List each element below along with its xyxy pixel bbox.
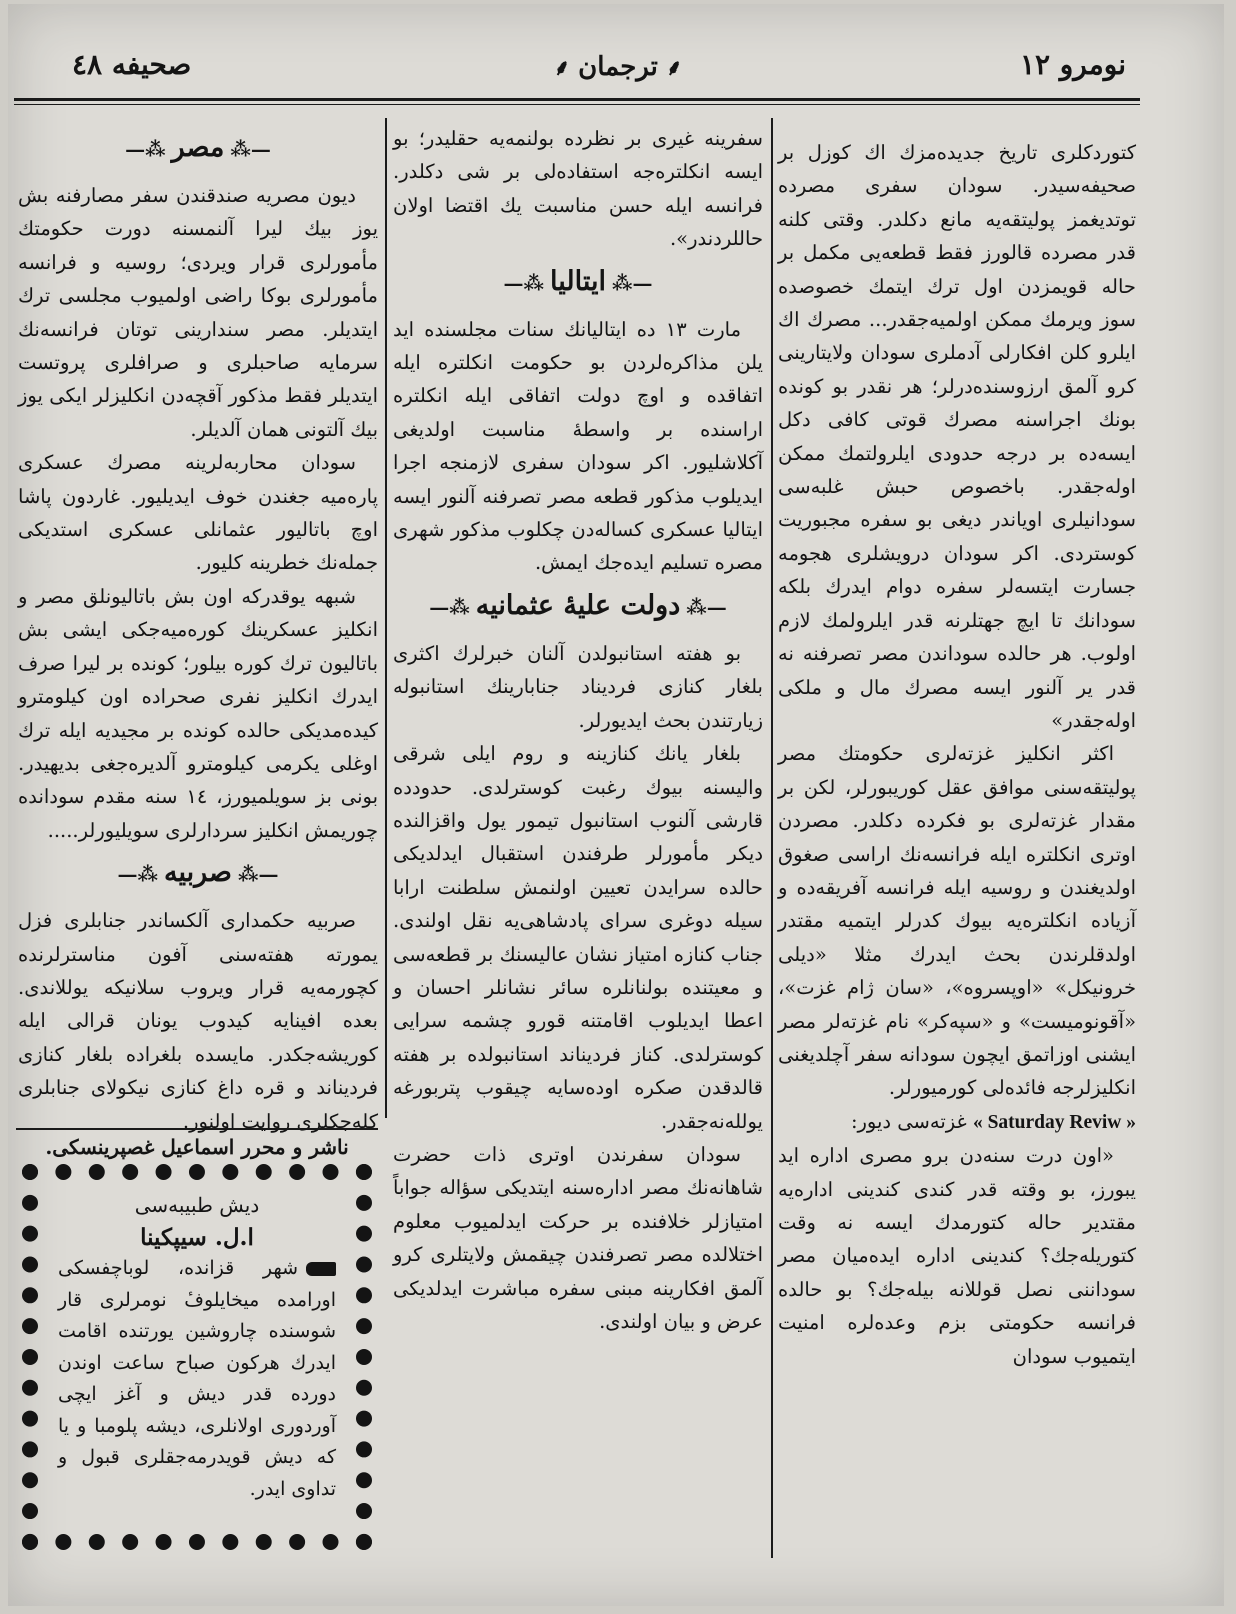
- article-paragraph: سودان محاربه‌لرینه مصرك عسکری پاره‌میه جغندن خوف ایدیلیور. غاردون پاشا اوچ باتالیور عثمانلی عسکری استدیکی جمله‌نك خطرینه کلیور.: [18, 451, 378, 575]
- article-paragraph: «اون درت سنه‌دن برو مصری اداره اید یبورز، بو وقته قدر کندی کندینی اداره‌یه مقتدیر حاله کتورمدك ایسه نه وقت کتوریله‌جك؟ کندینی اداره ایده‌میان مصر سوداننی نصل قوللانه بیله‌جك؟ بو حالده فرانسه حکومتی بزم وعده‌لره امنیت ایتمیوب سودان: [778, 1144, 1136, 1368]
- ornament-icon: ⁂—: [503, 270, 544, 295]
- dentist-advertisement: [22, 1164, 372, 1550]
- article-paragraph: اکثر انکلیز غزته‌لری حکومتك مصر پولیتقه‌سنی موافق عقل کوریبورلر، لکن بر مقدار غزته‌لری بو فکرده دکلدر. مصردن اوتری انکلتره ایله فرانسه‌نك اراسی صغوق اولدیغندن و روسیه ایله فرانسه آفریقه‌ده و آزیاده انکلتره‌یه بیوك کدرلر ایتمیه مقتدر اولدقلرندن بحث ایدرك مثلا «دیلی خرونیکل» «اوپسروه»، «سان ژام غزت»، «آقونومیست» و «سپه‌کر» نام غزته‌لر مصر ایشنی اوزاتمق ایچون سودانه سفر آچلدیغنی انکلیزلرجه فائده‌لی کورمیورلر.: [778, 742, 1136, 1100]
- header-rule: [14, 98, 1140, 101]
- title-text: ترجمان: [578, 52, 658, 82]
- article-paragraph: شبهه یوقدرکه اون بش باتالیونلق مصر و انکلیز عسکرینك کوره‌میه‌جکی ایشی بش باتالیون ترك کوره بیلور؛ کونده بر لیرا صرف ایدرك انکلیز نفری صحراده اون کیلومترو کیده‌مدیکی حالده کونده بر مجیدیه ایله ترك اوغلی یکرمی کیلومترو آلدیره‌جغی بدیهیدر. بونی بز سویلمیورز، ١٤ سنه مقدم سودانده چوریمش انکلیز سردارلری سویلیورلر.....: [18, 584, 378, 842]
- column-right: [778, 136, 1136, 1373]
- article-paragraph: بلغار یانك کنازینه و روم ایلی شرقی والیسنه بیوك رغبت کوسترلدی. حدودده قارشی آلنوب استانبول تیمور یول واقزالنده دیکر مأمورلر طرفندن استقبال ایدلدیکی حالده سرایدن تعیین اولنمش سلطنت ارابا سیله دوغری سرای پادشاهی‌یه نقل اولندی. جناب کنازه امتیاز نشان عالیسنك بر قطعه‌سی و معیتنده بولنانلره سائر نشانلر احسان و اعطا ایدیلوب اقامتنه قورو چشمه سرایی کوسترلدی. کناز فردیناند استانبولده بر هفته قالدقدن صکره اوده‌سایه چیقوب پتربورغه یولله‌نه‌جقدر.: [393, 742, 763, 1133]
- masthead: [0, 0, 1236, 105]
- column-middle: [393, 122, 763, 1338]
- ornament-icon: ⁂—: [429, 594, 470, 619]
- article-paragraph: « Saturday Reviw » غزته‌سی دیور:: [850, 1109, 1136, 1133]
- column-divider-left: [385, 118, 387, 1118]
- ornament-icon: ⁂—: [117, 862, 159, 887]
- ad-text: شهر قزانده، لوباچفسکی اورامده میخایلوفٔ نومرلری قار شوسنده چاروشین یورتنده اقامت ایدرك هرکون صباح ساعت اوندن دورده قدر دیش و آغز ایچی آوردوری اولانلری، دیشه پلومبا و یا که دیش قویدرمه‌جقلری قبول و تداوی ایدر.: [58, 1257, 336, 1500]
- article-paragraph: بو هفته استانبولدن آلنان خبرلرك اکثری بلغار کنازی فردیناد جنابارینك استانبوله زیارتندن بحث ایدیورلر.: [393, 641, 763, 732]
- publisher-line: ناشر و محرر اسماعیل غصپرینسکی.: [16, 1128, 378, 1164]
- left-ornament-icon: ⸙: [665, 55, 683, 81]
- ornament-icon: —⁂: [237, 862, 279, 887]
- ornament-icon: —⁂: [230, 137, 271, 161]
- article-paragraph: کتوردکلری تاریخ جدیده‌مزك اك کوزل بر صحیفه‌سیدر. سودان سفری مصرده توتدیغمز پولیتقه‌یه مانع دکلدر. وقتی کلنه قدر مصرده قالورز فقط قطعه‌یی مکمل بر حاله قویمزدن اول ترك ایتمك خصوصده سوز ویرمك ممکن اولمیه‌جقدر... مصرك اك ایلرو کلن افکارلی آدملری سودان ولایتارینی کرو آلمق ارزوسنده‌درلر؛ هر نقدر بو کونده بونك اجراسنه مصرك قوتی کافی دکل ایسه‌ده بر درجه حدودی ایلرولتمك ممکن اوله‌جقدر. باخصوص حبش غلبه‌سی سودانیلری اویاندر دیغی بو سفره مجبوریت کوستردی. اکر سودان درویشلری هجومه جسارت ایتسه‌لر سفره دوام ایدرك بلکه سودانك تا ایچ جهتلرنه قدر ایلرولمك لازم اولوب. هر حالده سوداندن مصر تصرفنه نه قدر یر آلنور ایسه مصرك مال و ملکی اوله‌جقدر»: [778, 141, 1136, 732]
- column-left: [18, 122, 378, 1138]
- column-divider-right: [771, 118, 773, 1558]
- ad-title: دیش طبیبه‌سی: [134, 1193, 260, 1217]
- right-ornament-icon: ⸙: [553, 55, 571, 81]
- article-paragraph: دیون مصریه صندقندن سفر مصارفنه بش یوز بیك لیرا آلنمسنه دورت حکومتك مأمورلری قرار ویردی؛ روسیه و فرانسه مأمورلری بوکا راضی اولمیوب مجلسی ترك ایتدیلر. مصر سندارینی توتان فرانسه‌نك سرمایه صاحبلری و صرافلری پروتست ایتدیلر فقط مذکور آقچه‌دن انکلیزلر ایکی یوز بیك آلتونی همان آلدیلر.: [18, 184, 378, 441]
- article-paragraph: سودان سفرندن اوتری ذات حضرت شاهانه‌نك مصر اداره‌سنه ایتدیکی سؤاله جواباً امتیازلر خلافنده بر حرکت ایدلمیوب معلوم اختلالده مصر تصرفندن چیقمش ولایتلری کرو آلمق افکارینه مبنی سفره مباشرت ایدلدیکی عرض و بیان اولندی.: [393, 1142, 763, 1333]
- article-paragraph: سفرینه غیری بر نظرده بولنمه‌یه حقلیدر؛ بو ایسه انکلتره‌جه استفاده‌لی بر شی دکلدر. فرانسه ایله حسن مناسبت یك اقتضا اولان حاللردندر».: [393, 127, 763, 251]
- section-heading-italy: —⁂ایتالیا⁂—: [393, 262, 763, 303]
- article-paragraph: مارت ١٣ ده ایتالیانك سنات مجلسنده اید یلن مذاکره‌لردن بو حکومت انکلتره ایله اتفاقده و اوچ دولت اتفاقی ایله انکلتره اراسنده بر واسطهٔ مناسبت اولدیغی آکلاشلیور. اکر سودان سفری لازمنجه اجرا ایدیلوب مذکور قطعه مصر تصرفنه آلنور ایسه ایتالیا عسکری کساله‌دن چکلوب مذکور شهری مصره تسلیم ایده‌جك ایمش.: [393, 317, 763, 575]
- ornament-icon: ⁂—: [125, 137, 166, 161]
- ornament-icon: —⁂: [686, 594, 727, 619]
- latin-title: « Saturday Reviw »: [972, 1111, 1136, 1133]
- ornament-icon: —⁂: [612, 270, 653, 295]
- page-number: صحیفه ٤٨: [72, 48, 192, 81]
- issue-number: نومرو ١٢: [1019, 48, 1126, 81]
- section-heading-serbia: —⁂صربیه⁂—: [18, 853, 378, 894]
- section-heading-ottoman: —⁂دولت علیهٔ عثمانیه⁂—: [393, 586, 763, 627]
- section-heading-egypt: —⁂مصر⁂—: [18, 128, 378, 169]
- article-paragraph: صربیه حکمداری آلکساندر جنابلری فزل یمورته هفته‌سنی آفون مناسترلرنده کچورمه‌یه قرار ویروب سلانیکه یوللاندی. بعده افینایه کیدوب یونان قرالی ایله کوریشه‌جکدر. مایسده بلغراده بلغار کنازی فردیناند و قره داغ کنازی نیکولای جنابلری کله‌جکلری روایت اولنور.: [18, 909, 378, 1133]
- header-rule-thin: [14, 104, 1140, 105]
- ad-name: ا.ل. سیپکینا: [140, 1223, 254, 1251]
- pointing-hand-icon: [306, 1262, 336, 1276]
